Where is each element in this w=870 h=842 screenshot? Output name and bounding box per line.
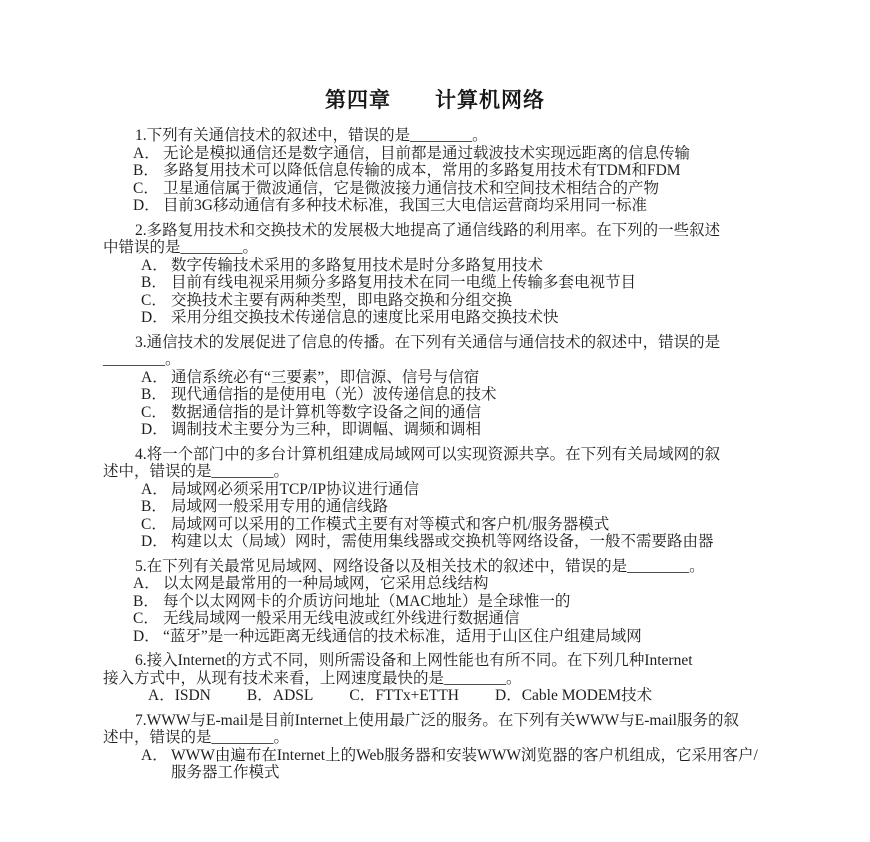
option-text-line: 无线局域网一般采用无线电波或红外线进行数据通信 <box>163 610 520 627</box>
option-label: B． <box>141 386 167 403</box>
option-text <box>163 162 775 180</box>
question-2-option-b <box>103 274 775 292</box>
option-text-line: “蓝牙”是一种远距离无线通信的技术标准，适用于山区住户组建局域网 <box>163 627 642 645</box>
option-label: B． <box>133 162 159 179</box>
option-text <box>171 369 775 387</box>
option-text-line: 数字传输技术采用的多路复用技术是时分多路复用技术 <box>171 256 544 274</box>
option-label: B． <box>133 592 159 610</box>
option-label: C． <box>141 403 167 421</box>
option-label: D． <box>141 533 168 550</box>
option-text-line: 构建以太（局域）网时，需使用集线器或交换机等网络设备，一般不需要路由器 <box>171 533 714 550</box>
option-text-line: 局域网必须采用TCP/IP协议进行通信 <box>171 480 420 498</box>
option-label: B． <box>141 274 167 291</box>
option-text <box>171 386 775 404</box>
question-5-option-d <box>103 628 775 646</box>
question-6 <box>103 652 775 705</box>
questions-list <box>103 127 775 782</box>
question-5-option-b <box>103 593 775 611</box>
option-label: A． <box>148 687 175 704</box>
option-text: ADSL <box>272 687 314 704</box>
question-2-option-a <box>103 257 775 275</box>
option-label: D． <box>495 687 522 704</box>
option-label: D． <box>141 421 168 438</box>
question-3-stem-line: ________。 <box>103 351 181 368</box>
option-text-line: 通信系统必有“三要素”，即信源、信号与信宿 <box>171 368 480 386</box>
option-label: D． <box>141 309 168 326</box>
option-text <box>171 292 775 310</box>
option-label: D． <box>133 627 160 645</box>
option-text-line: 多路复用技术可以降低信息传输的成本，常用的多路复用技术有TDM和FDM <box>163 162 681 179</box>
question-3 <box>103 334 775 439</box>
option-text-line: 数据通信指的是计算机等数字设备之间的通信 <box>171 403 482 421</box>
option-text-line: 以太网是最常用的一种局域网，它采用总线结构 <box>163 575 489 592</box>
option-text <box>171 533 775 551</box>
option-text <box>163 197 775 215</box>
option-text <box>171 274 775 292</box>
question-4-stem-line: 4.将一个部门中的多台计算机组建成局域网可以实现资源共享。在下列有关局域网的叙 <box>135 445 721 463</box>
question-4-option-d <box>103 533 775 551</box>
question-3-stem-line: 3.通信技术的发展促进了信息的传播。在下列有关通信与通信技术的叙述中，错误的是 <box>135 333 721 351</box>
option-text-line: 现代通信指的是使用电（光）波传递信息的技术 <box>171 386 497 403</box>
option-text-line: 卫星通信属于微波通信，它是微波接力通信技术和空间技术相结合的产物 <box>163 179 660 197</box>
question-5 <box>103 558 775 646</box>
option-text <box>163 575 775 593</box>
question-6-option-b <box>247 687 313 705</box>
question-1 <box>103 127 775 215</box>
option-text-line: 服务器工作模式 <box>171 764 280 781</box>
option-text <box>171 481 775 499</box>
question-1-option-a <box>103 145 775 163</box>
question-2-stem-line: 中错误的是________。 <box>103 239 259 256</box>
option-label: C． <box>141 515 167 533</box>
option-text-line: WWW由遍布在Internet上的Web服务器和安装WWW浏览器的客户机组成，它采用客户/ <box>171 746 758 764</box>
option-label: C． <box>133 610 159 627</box>
option-text-line: 局域网可以采用的工作模式主要有对等模式和客户机/服务器模式 <box>171 515 610 533</box>
question-1-stem-line: 1.下列有关通信技术的叙述中，错误的是________。 <box>135 127 488 144</box>
question-5-stem-line: 5.在下列有关最常见局域网、网络设备以及相关技术的叙述中，错误的是________。 <box>135 557 705 575</box>
option-text-line: 每个以太网网卡的介质访问地址（MAC地址）是全球惟一的 <box>163 592 571 610</box>
question-1-option-c <box>103 180 775 198</box>
option-text <box>163 145 775 163</box>
option-text: ISDN <box>174 687 211 704</box>
question-6-option-c <box>349 687 459 705</box>
question-4 <box>103 446 775 551</box>
question-7-option-a <box>103 747 775 782</box>
question-6-option-a <box>148 687 211 705</box>
option-text-line: 目前有线电视采用频分多路复用技术在同一电缆上传输多套电视节目 <box>171 274 637 291</box>
option-text-line: 交换技术主要有两种类型，即电路交换和分组交换 <box>171 291 513 309</box>
question-3-option-a <box>103 369 775 387</box>
question-3-option-c <box>103 404 775 422</box>
option-text-line: 无论是模拟通信还是数字通信，目前都是通过载波技术实现远距离的信息传输 <box>163 144 691 162</box>
option-text: Cable MODEM技术 <box>521 687 653 704</box>
question-2-option-c <box>103 292 775 310</box>
option-text-line: 目前3G移动通信有多种技术标准，我国三大电信运营商均采用同一标准 <box>163 197 647 214</box>
question-4-option-a <box>103 481 775 499</box>
option-text <box>163 628 775 646</box>
option-text <box>163 610 775 628</box>
option-label: A． <box>133 144 160 162</box>
option-text <box>171 257 775 275</box>
option-label: C． <box>349 687 376 704</box>
question-2-stem-line: 2.多路复用技术和交换技术的发展极大地提高了通信线路的利用率。在下列的一些叙述 <box>135 221 721 239</box>
question-4-option-b <box>103 498 775 516</box>
option-label: A． <box>141 256 168 274</box>
question-6-option-d <box>495 687 652 705</box>
option-text <box>163 180 775 198</box>
question-5-option-a <box>103 575 775 593</box>
question-3-option-b <box>103 386 775 404</box>
question-2-option-d <box>103 309 775 327</box>
option-text <box>171 421 775 439</box>
question-4-stem-line: 述中，错误的是________。 <box>103 463 290 480</box>
question-5-option-c <box>103 610 775 628</box>
option-text <box>171 498 775 516</box>
option-label: C． <box>141 291 167 309</box>
question-7 <box>103 712 775 782</box>
option-label: C． <box>133 179 159 197</box>
question-2 <box>103 222 775 327</box>
question-7-stem-line: 7.WWW与E-mail是目前Internet上使用最广泛的服务。在下列有关WWW与E-mail服务的叙 <box>135 711 739 729</box>
option-label: A． <box>141 480 168 498</box>
option-text <box>171 404 775 422</box>
option-text <box>171 309 775 327</box>
question-6-stem-line: 接入方式中，从现有技术来看，上网速度最快的是________。 <box>103 669 522 687</box>
question-6-stem-line: 6.接入Internet的方式不同，则所需设备和上网性能也有所不同。在下列几种Internet <box>135 652 693 669</box>
option-text: FTTx+ETTH <box>375 687 460 704</box>
option-label: B． <box>246 687 273 704</box>
option-label: A． <box>133 575 160 592</box>
option-text-line: 采用分组交换技术传递信息的速度比采用电路交换技术快 <box>171 309 559 326</box>
question-7-stem-line: 述中，错误的是________。 <box>103 729 290 746</box>
chapter-title: 第四章 计算机网络 <box>325 88 545 112</box>
question-6-options-row <box>103 687 775 705</box>
option-text-line: 局域网一般采用专用的通信线路 <box>171 498 389 515</box>
option-label: B． <box>141 498 167 515</box>
question-1-option-b <box>103 162 775 180</box>
question-3-option-d <box>103 421 775 439</box>
option-label: D． <box>133 197 160 214</box>
option-text-line: 调制技术主要分为三种，即调幅、调频和调相 <box>171 421 482 438</box>
option-text <box>171 516 775 534</box>
option-label: A． <box>141 746 168 764</box>
option-label: A． <box>141 368 168 386</box>
question-4-option-c <box>103 516 775 534</box>
option-text <box>163 593 775 611</box>
question-1-option-d <box>103 197 775 215</box>
option-text <box>171 747 775 782</box>
